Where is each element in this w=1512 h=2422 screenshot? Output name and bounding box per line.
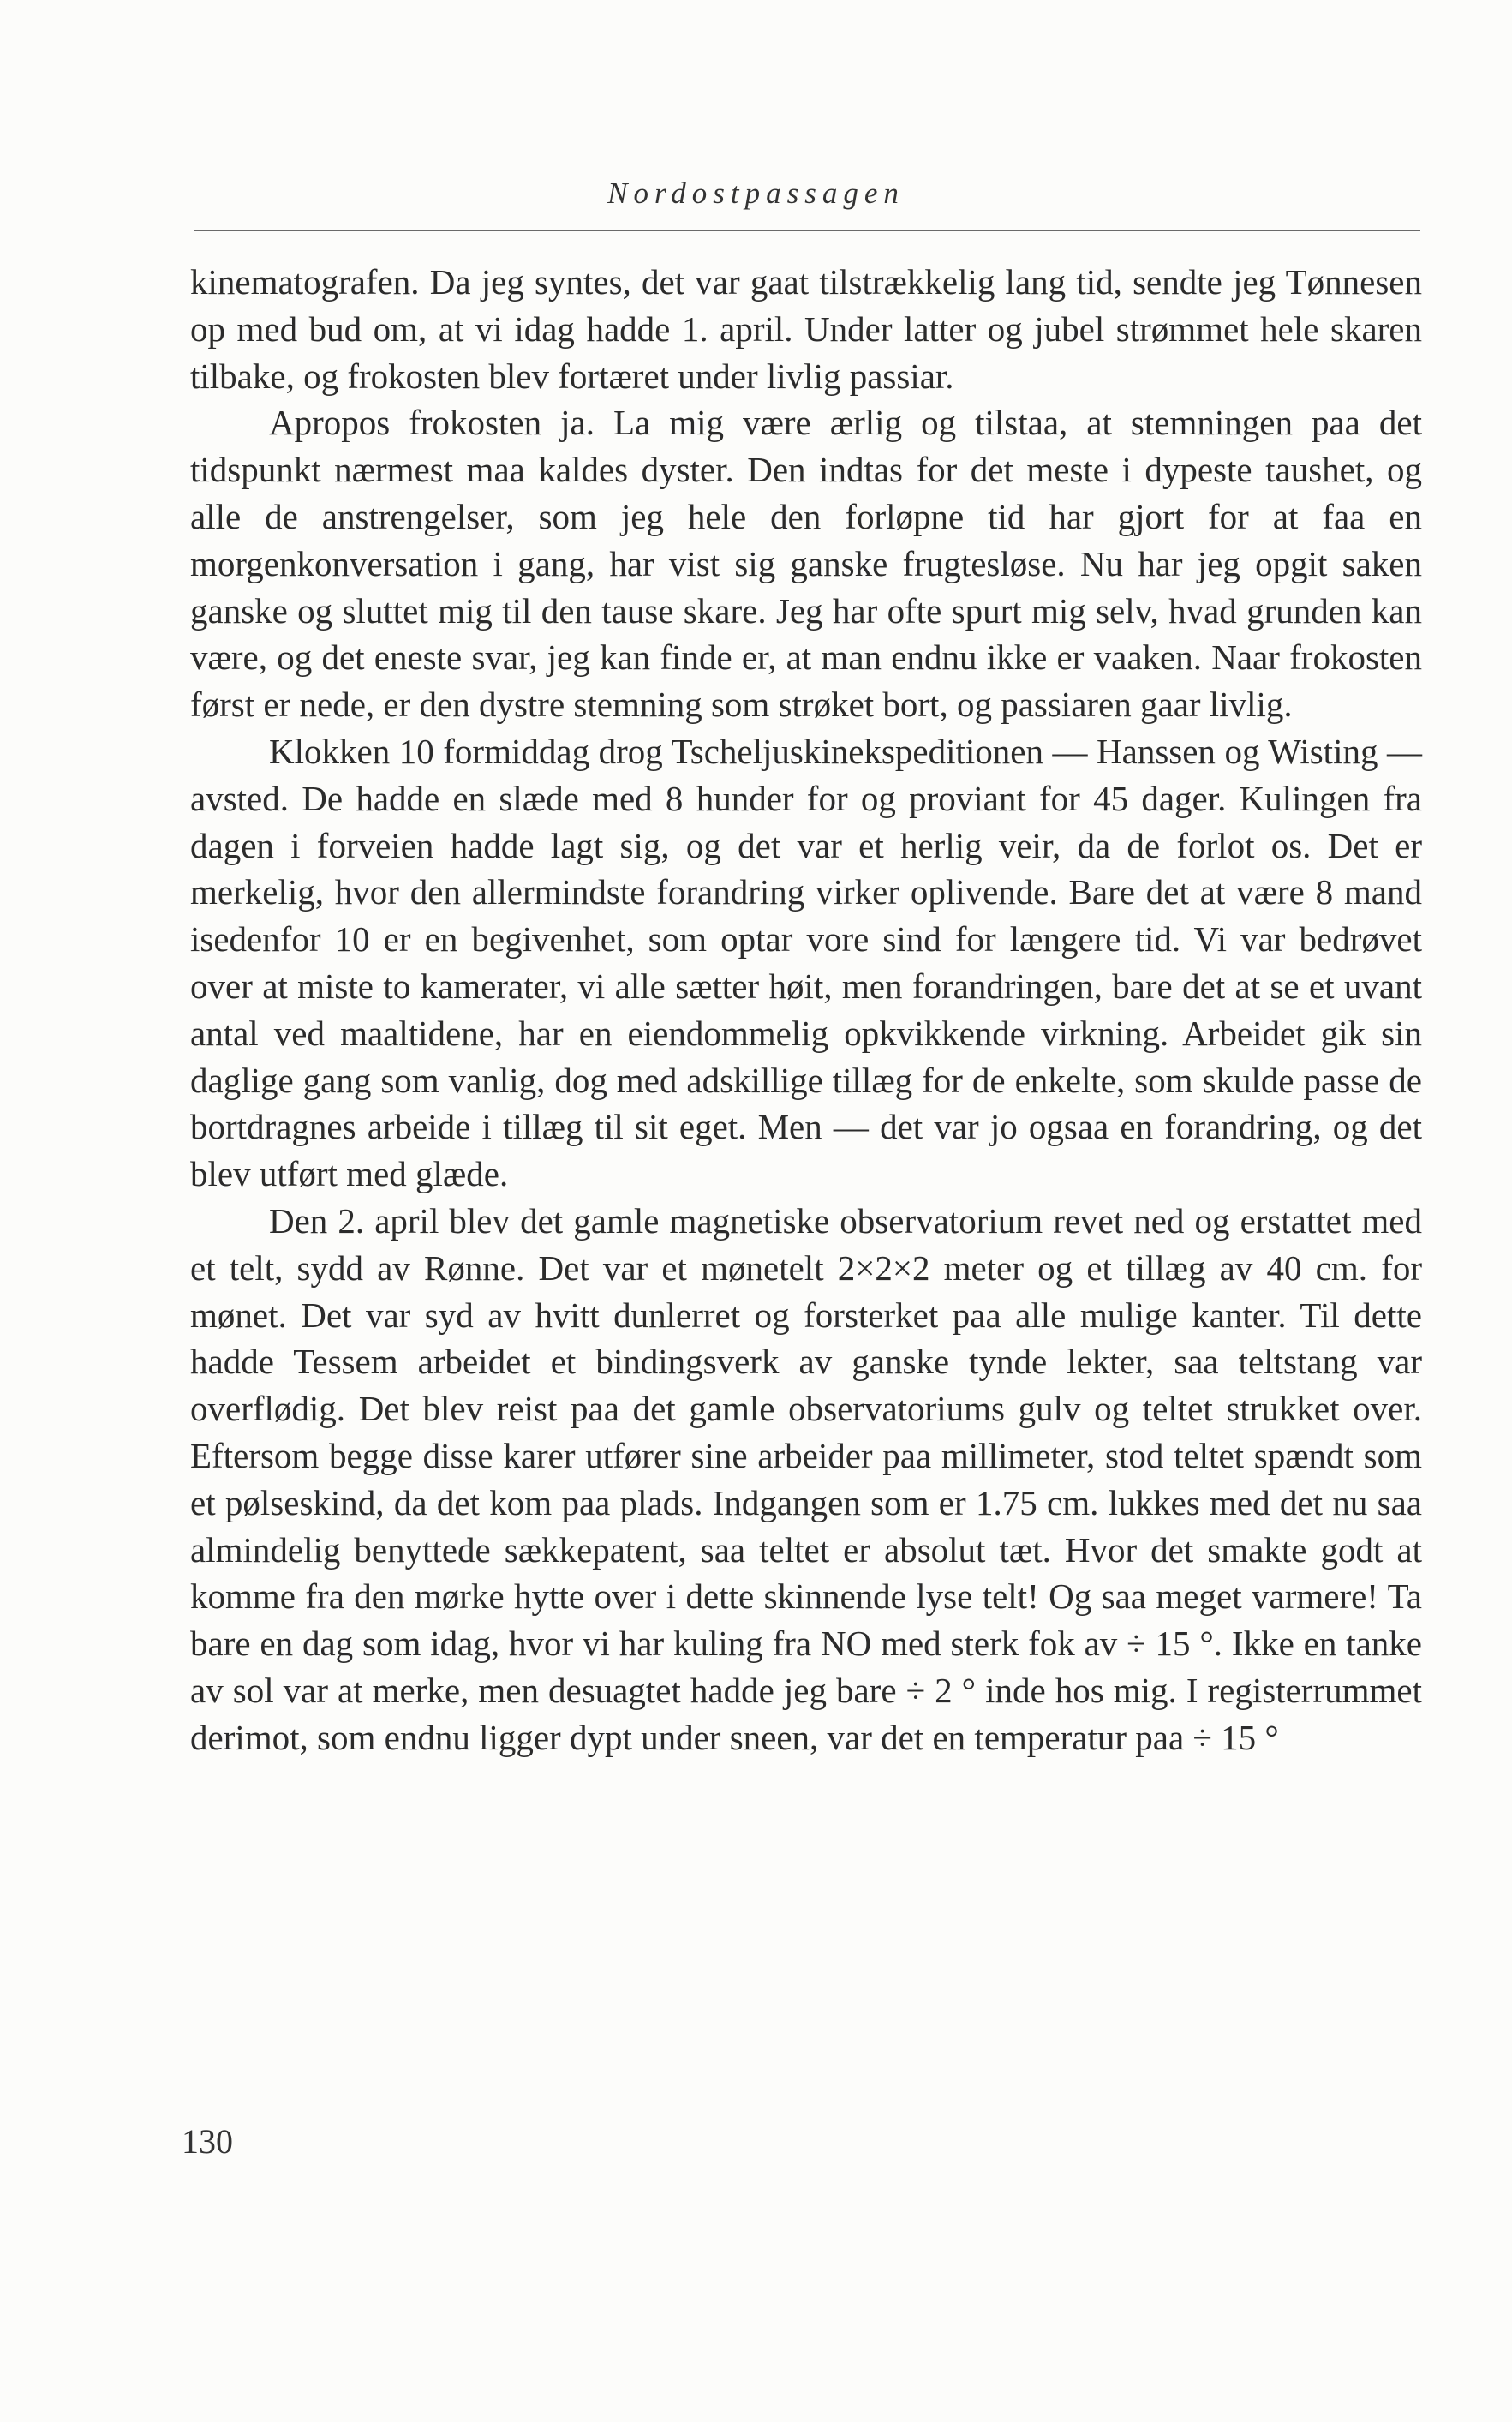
paragraph-3: Klokken 10 formiddag drog Tscheljuskinekspeditionen — Hanssen og Wisting — avsted. De hadde en slæde med 8 hunder for og proviant for 45 dager. Kulingen fra dagen i forveien hadde lagt sig, og det var et herlig veir, da de forlot os. Det er merkelig, hvor den allermindste forandring virker oplivende. Bare det at være 8 mand isedenfor 10 er en begivenhet, som optar vore sind for længere tid. Vi var bedrøvet over at miste to kamerater, vi alle sætter høit, men forandringen, bare det at se et uvant antal ved maaltidene, har en eiendommelig opkvikkende virkning. Arbeidet gik sin daglige gang som vanlig, dog med adskillige tillæg for de enkelte, som skulde passe de bortdragnes arbeide i tillæg til sit eget. Men — det var jo ogsaa en forandring, og det blev utført med glæde. — [190, 731, 1422, 1194]
running-head-title: Nordostpassagen — [607, 176, 905, 210]
body-text — [190, 259, 1422, 1761]
paragraph-1: kinematografen. Da jeg syntes, det var gaat tilstrækkelig lang tid, sendte jeg Tønnesen op med bud om, at vi idag hadde 1. april. Under latter og jubel strømmet hele skaren tilbake, og frokosten blev fortæret under livlig passiar. — [190, 262, 1422, 396]
header-rule — [194, 230, 1420, 231]
paragraph-2: Apropos frokosten ja. La mig være ærlig og tilstaa, at stemningen paa det tidspunkt nærmest maa kaldes dyster. Den indtas for det meste i dypeste taushet, og alle de anstrengelser, som jeg hele den forløpne tid har gjort for at faa en morgenkonversation i gang, har vist sig ganske frugtesløse. Nu har jeg opgit saken ganske og sluttet mig til den tause skare. Jeg har ofte spurt mig selv, hvad grunden kan være, og det eneste svar, jeg kan finde er, at man endnu ikke er vaaken. Naar frokosten først er nede, er den dystre stemning som strøket bort, og passiaren gaar livlig. — [190, 403, 1422, 725]
paragraph-4: Den 2. april blev det gamle magnetiske observatorium revet ned og erstattet med et telt, sydd av Rønne. Det var et mønetelt 2×2×2 meter og et tillæg av 40 cm. for mønet. Det var syd av hvitt dunlerret og forsterket paa alle mulige kanter. Til dette hadde Tessem arbeidet et bindingsverk av ganske tynde lekter, saa teltstang var overflødig. Det blev reist paa det gamle observatoriums gulv og teltet strukket over. Eftersom begge disse karer utfører sine arbeider paa millimeter, stod teltet spændt som et pølseskind, da det kom paa plads. Indgangen som er 1.75 cm. lukkes med det nu saa almindelig benyttede sækkepatent, saa teltet er absolut tæt. Hvor det smakte godt at komme fra den mørke hytte over i dette skinnende lyse telt! Og saa meget varmere! Ta bare en dag som idag, hvor vi har kuling fra NO med sterk fok av ÷ 15 °. Ikke en tanke av sol var at merke, men desuagtet hadde jeg bare ÷ 2 ° inde hos mig. I registerrummet derimot, som endnu ligger dypt under sneen, var det en temperatur paa ÷ 15 ° — [190, 1200, 1422, 1757]
page-number: 130 — [182, 2122, 233, 2161]
